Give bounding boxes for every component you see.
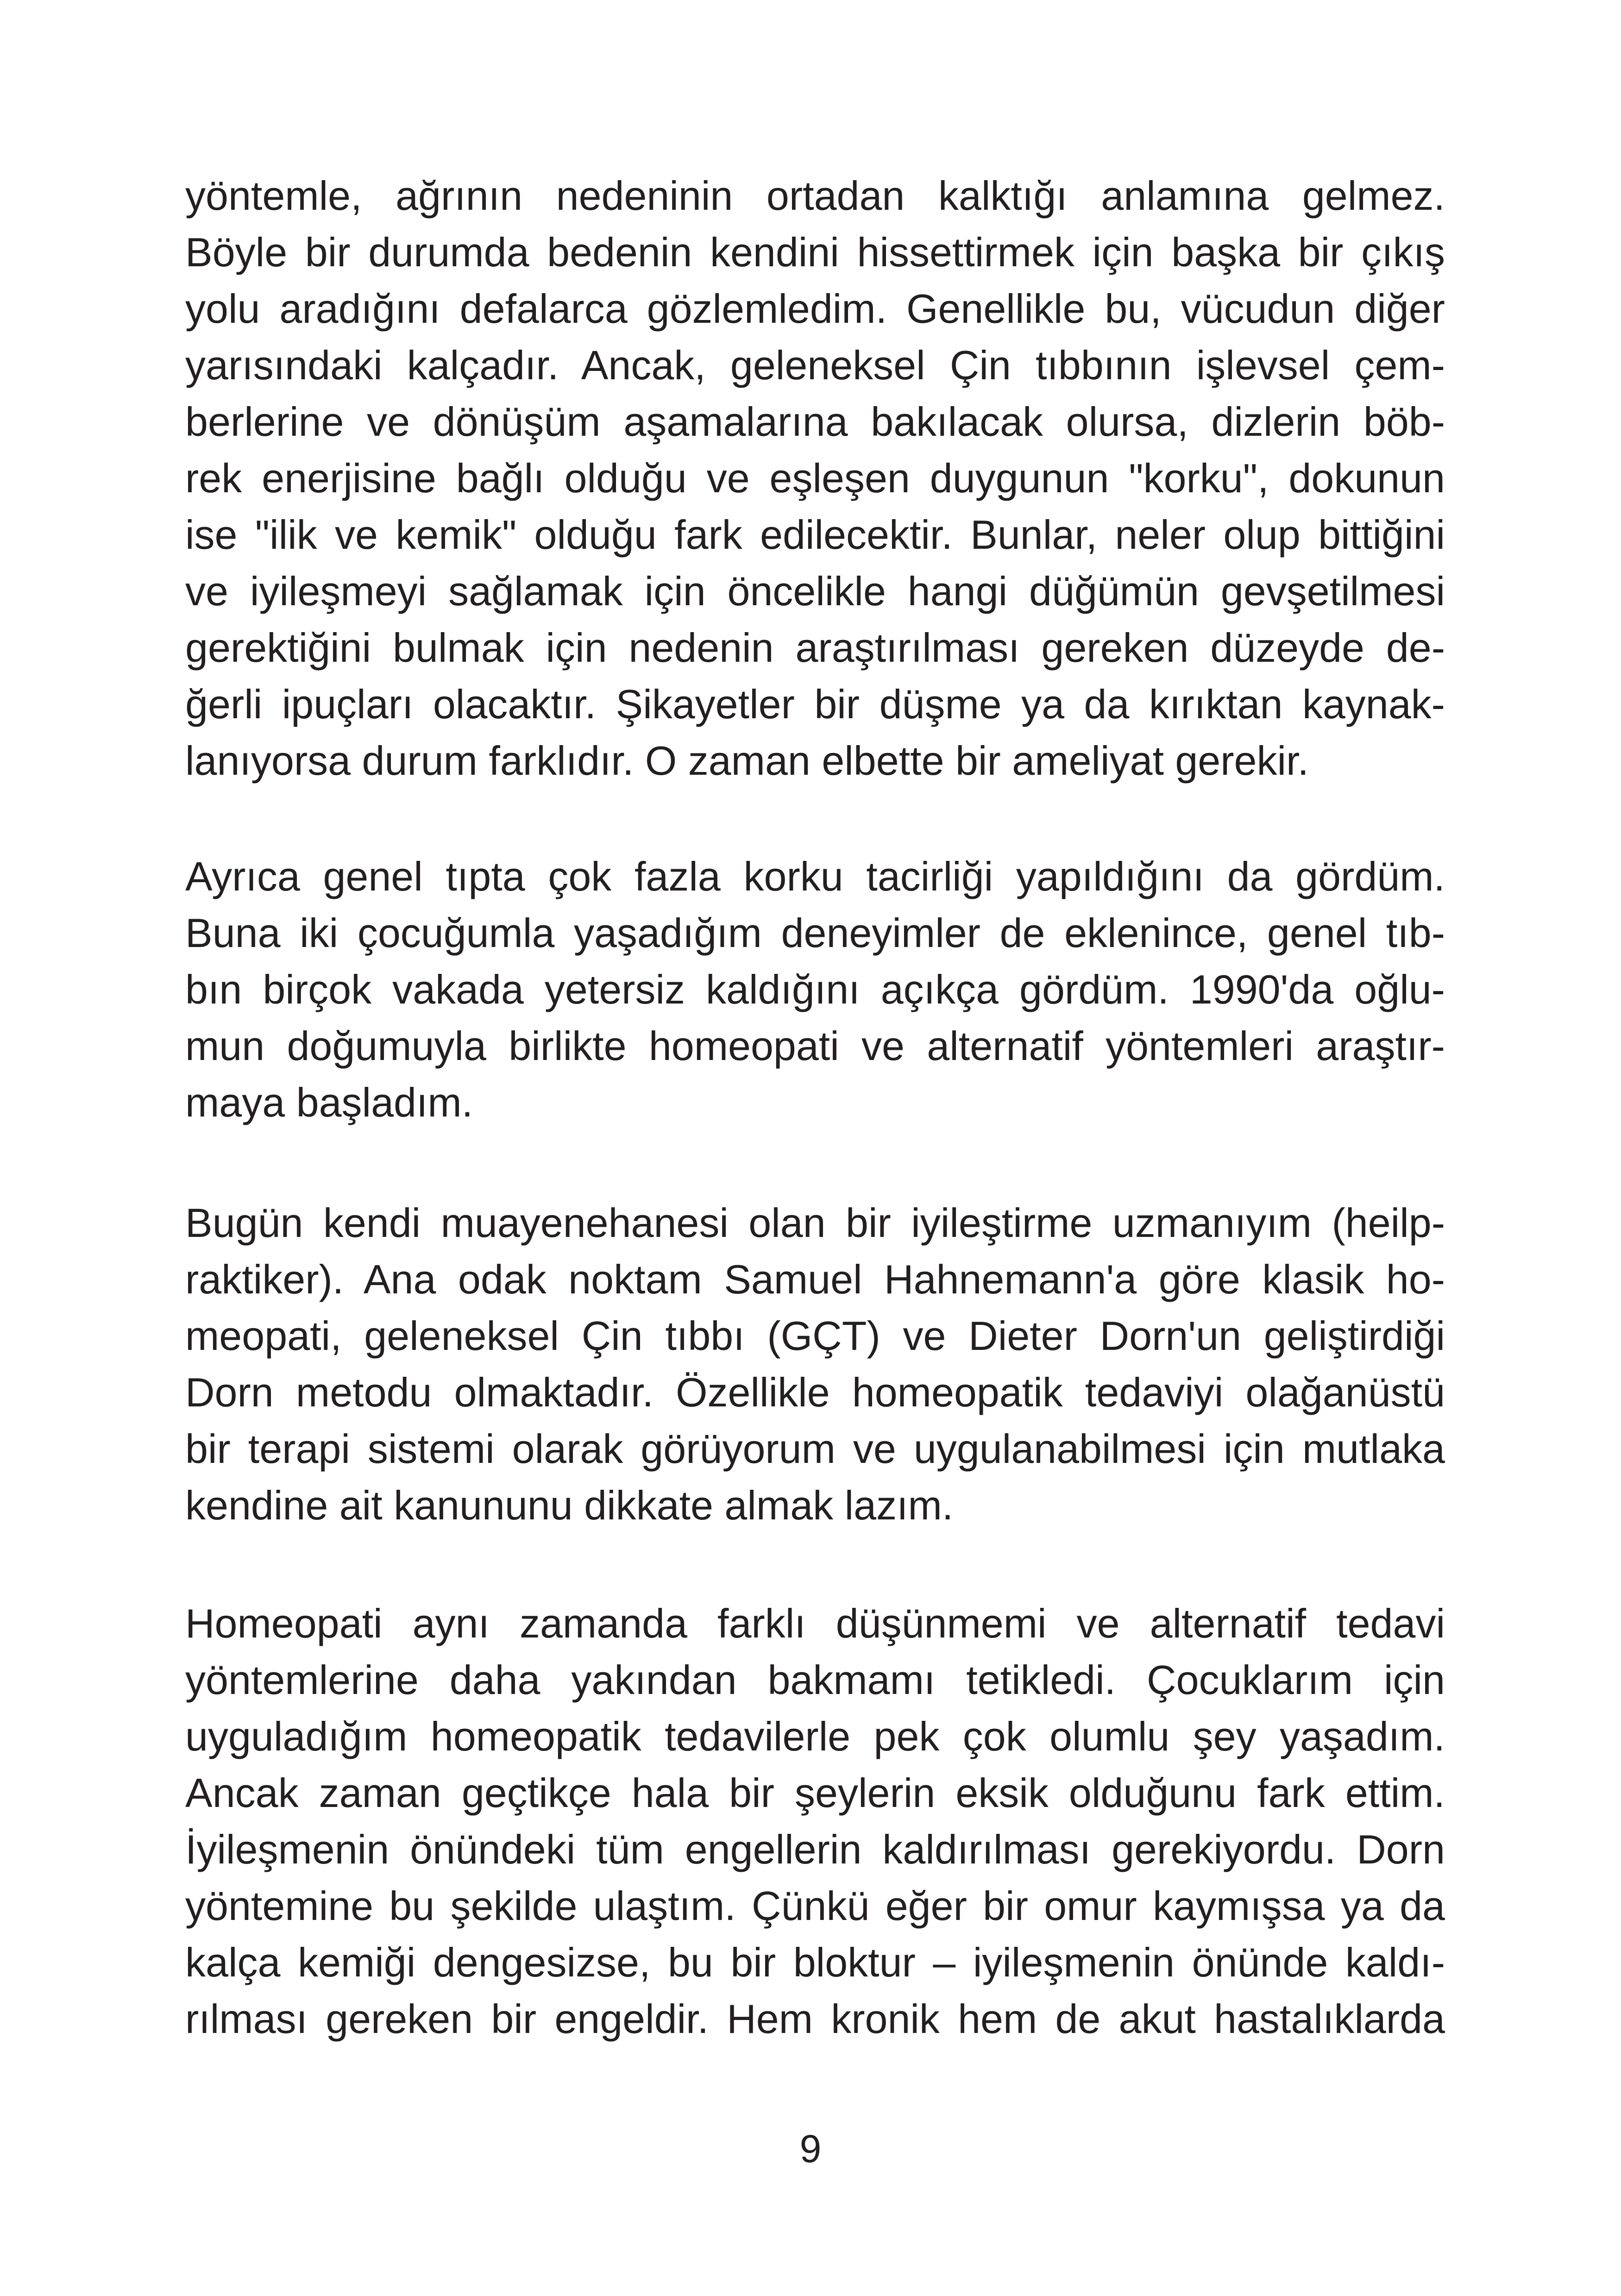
text-line: yöntemle, ağrının nedeninin ortadan kalktığı anlamına gelmez. (185, 173, 1445, 219)
text-line: yolu aradığını defalarca gözlemledim. Genellikle bu, vücudun diğer (185, 286, 1445, 332)
text-line: ve iyileşmeyi sağlamak için öncelikle hangi düğümün gevşetilmesi (185, 568, 1445, 614)
text-line: Böyle bir durumda bedenin kendini hissettirmek için başka bir çıkış (185, 229, 1445, 275)
paragraph (185, 848, 1445, 1131)
paragraph (185, 1195, 1445, 1534)
text-line: bın birçok vakada yetersiz kaldığını açıkça gördüm. 1990'da oğlu- (185, 966, 1445, 1012)
text-line: kalça kemiği dengesizse, bu bir bloktur – iyileşmenin önünde kaldı- (185, 1939, 1445, 1985)
text-line: rılması gereken bir engeldir. Hem kronik hem de akut hastalıklarda (185, 1996, 1445, 2042)
text-line: yöntemlerine daha yakından bakmamı tetikledi. Çocuklarım için (185, 1657, 1445, 1703)
text-line: uyguladığım homeopatik tedavilerle pek çok olumlu şey yaşadım. (185, 1713, 1445, 1759)
text-line: bir terapi sistemi olarak görüyorum ve uygulanabilmesi için mutlaka (185, 1426, 1445, 1472)
paragraph (185, 168, 1445, 789)
text-line: İyileşmenin önündeki tüm engellerin kaldırılması gerekiyordu. Dorn (185, 1826, 1445, 1872)
text-line: meopati, geleneksel Çin tıbbı (GÇT) ve Dieter Dorn'un geliştirdiği (185, 1313, 1445, 1359)
text-line: yöntemine bu şekilde ulaştım. Çünkü eğer bir omur kaymışsa ya da (185, 1883, 1445, 1929)
text-line: Ayrıca genel tıpta çok fazla korku tacirliği yapıldığını da gördüm. (185, 853, 1445, 899)
text-line: Ancak zaman geçtikçe hala bir şeylerin eksik olduğunu fark ettim. (185, 1770, 1445, 1816)
text-line: rek enerjisine bağlı olduğu ve eşleşen duygunun "korku", dokunun (185, 455, 1445, 501)
text-line: gerektiğini bulmak için nedenin araştırılması gereken düzeyde de- (185, 625, 1445, 671)
text-line: lanıyorsa durum farklıdır. O zaman elbette bir ameliyat gerekir. (185, 738, 1309, 784)
text-line: Homeopati aynı zamanda farklı düşünmemi ve alternatif tedavi (185, 1600, 1445, 1646)
text-line: raktiker). Ana odak noktam Samuel Hahnemann'a göre klasik ho- (185, 1256, 1445, 1302)
text-line: Bugün kendi muayenehanesi olan bir iyileştirme uzmanıyım (heilp- (185, 1200, 1445, 1246)
text-line: Dorn metodu olmaktadır. Özellikle homeopatik tedaviyi olağanüstü (185, 1369, 1445, 1415)
page-number: 9 (799, 2127, 822, 2171)
text-line: kendine ait kanununu dikkate almak lazım. (185, 1482, 954, 1528)
text-line: maya başladım. (185, 1079, 473, 1125)
text-line: ğerli ipuçları olacaktır. Şikayetler bir düşme ya da kırıktan kaynak- (185, 681, 1445, 727)
text-line: mun doğumuyla birlikte homeopati ve alternatif yöntemleri araştır- (185, 1023, 1445, 1069)
text-line: ise "ilik ve kemik" olduğu fark edilecektir. Bunlar, neler olup bittiğini (185, 512, 1445, 558)
paragraph (185, 1595, 1445, 2047)
text-line: berlerine ve dönüşüm aşamalarına bakılacak olursa, dizlerin böb- (185, 399, 1445, 445)
text-line: Buna iki çocuğumla yaşadığım deneyimler de eklenince, genel tıb- (185, 910, 1445, 956)
text-line: yarısındaki kalçadır. Ancak, geleneksel Çin tıbbının işlevsel çem- (185, 342, 1445, 388)
